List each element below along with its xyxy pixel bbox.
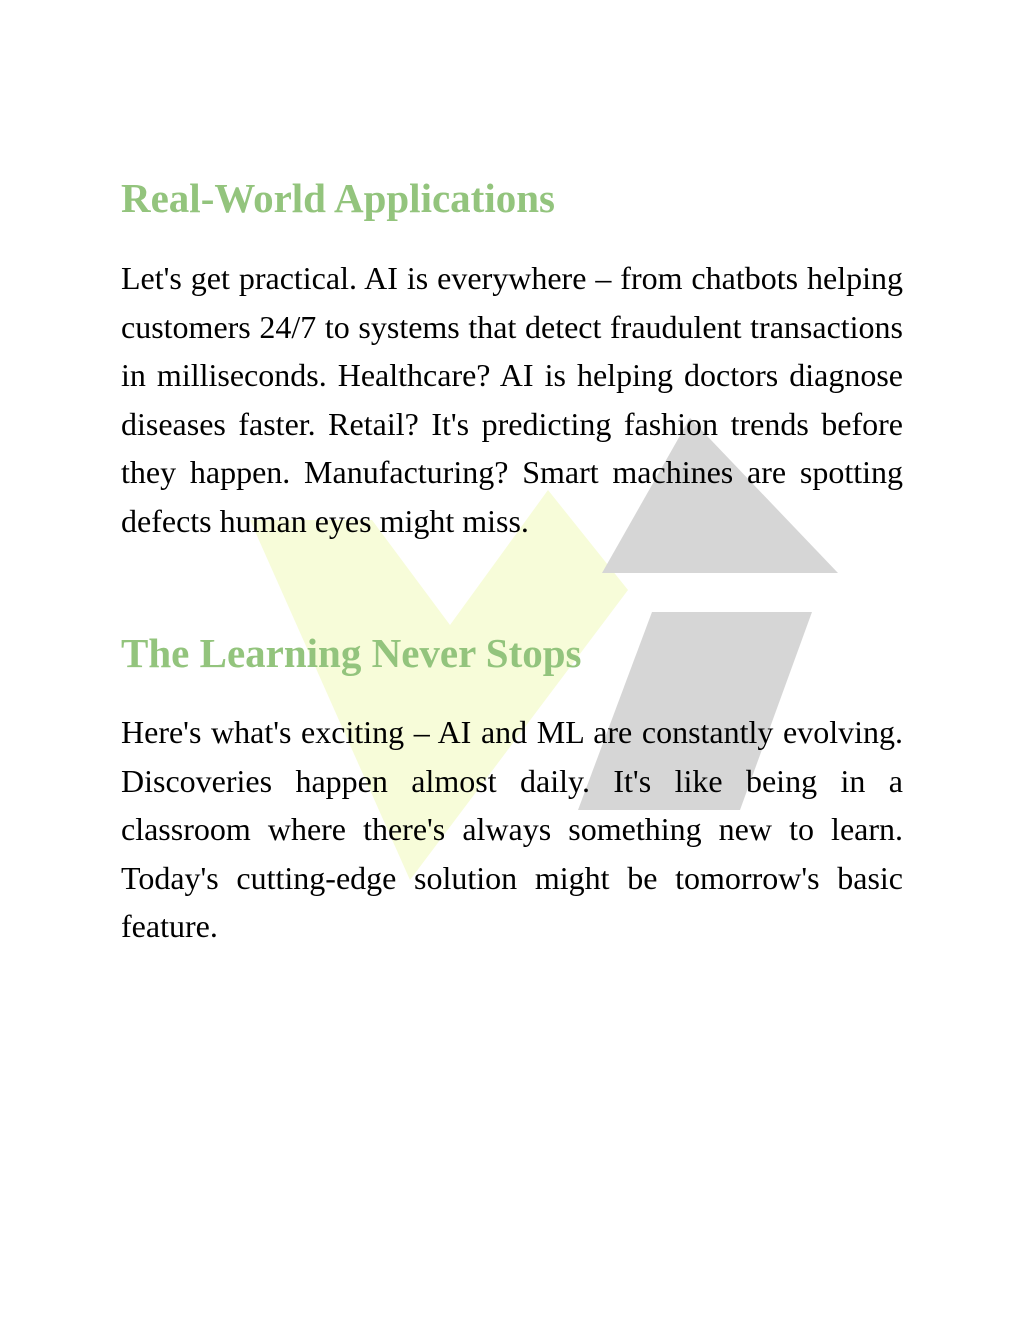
section-heading-real-world-applications: Real-World Applications (121, 175, 555, 221)
section-heading-learning-never-stops: The Learning Never Stops (121, 630, 582, 676)
section-paragraph-real-world-applications: Let's get practical. AI is everywhere – from chatbots helping customers 24/7 to systems that detect fraudulent transactions in milliseconds. Healthcare? AI is helping doctors diagnose diseases faster. Retail? It's predicting fashion trends before they happen. Manufacturing? Smart machines are spotting defects human eyes might miss. (121, 260, 903, 539)
section-paragraph-learning-never-stops: Here's what's exciting – AI and ML are constantly evolving. Discoveries happen almost daily. It's like being in a classroom where there's always something new to learn. Today's cutting-edge solution might be tomorrow's basic feature. (121, 714, 903, 944)
document-body (121, 170, 903, 951)
